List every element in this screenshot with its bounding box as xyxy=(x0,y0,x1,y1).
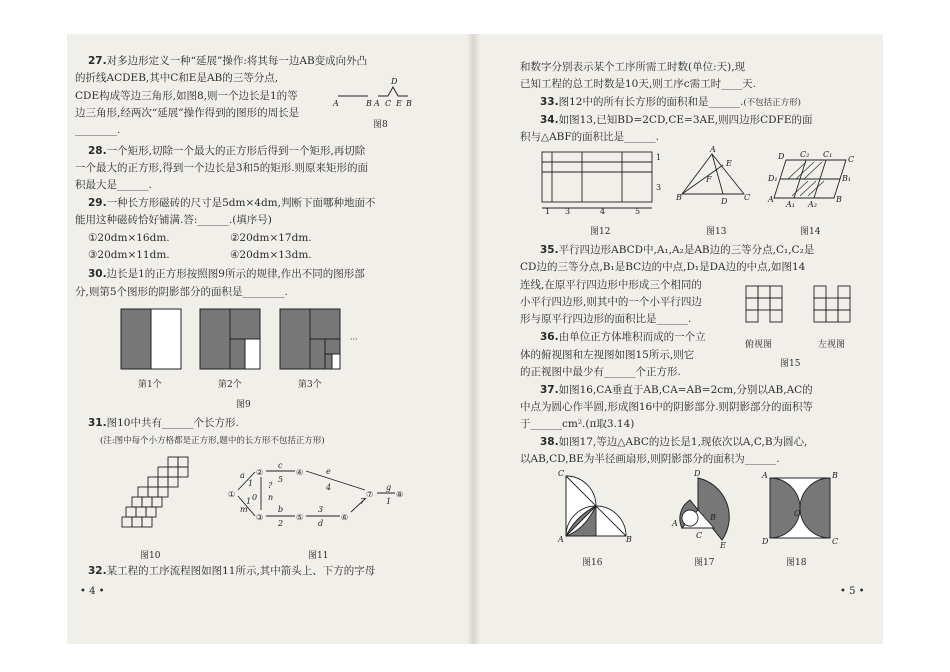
q29-option-2: ②20dm×17dm. xyxy=(230,232,312,244)
node-7: ⑦ xyxy=(366,490,374,499)
figure-15-sub1: 俯视图 xyxy=(745,340,773,350)
question-number: 28. xyxy=(88,145,107,157)
q28-line3: 积最大是______. xyxy=(75,179,152,191)
label-c: C xyxy=(385,99,392,108)
label-f: F xyxy=(706,175,712,184)
q34-line1: 如图13,已知BD=2CD,CE=3AE,则四边形CDFE的面 xyxy=(558,114,813,126)
figure-9-item-1 xyxy=(121,309,181,369)
figure-16-caption: 图16 xyxy=(582,558,603,568)
label-o: O xyxy=(794,509,801,518)
label-a: A xyxy=(768,195,774,204)
q27-line2: 的折线ACDEB,其中C和E是AB的三等分点, xyxy=(75,72,279,84)
label-c: C xyxy=(848,155,855,164)
question-30 xyxy=(88,266,388,284)
question-36 xyxy=(540,329,740,347)
figure-9-item-2 xyxy=(200,309,260,369)
label-b: B xyxy=(710,513,716,522)
q37-line1: 如图16,CA垂直于AB,CA=AB=2cm,分别以AB,AC的 xyxy=(558,384,813,396)
q33-line1: 图12中的所有长方形的面积和是______. xyxy=(558,96,744,108)
figure-9 xyxy=(120,308,360,378)
edge-label: b xyxy=(278,505,284,514)
node-4: ④ xyxy=(296,468,304,477)
edge-label: 3 xyxy=(318,505,324,514)
extended-polyline xyxy=(378,87,408,96)
edge-label: g xyxy=(386,483,392,492)
edge-label: 1 xyxy=(246,497,252,506)
label-e: E xyxy=(726,159,732,168)
figure-10-caption: 图10 xyxy=(140,551,161,561)
label-a: A xyxy=(558,535,564,544)
node-2: ② xyxy=(256,468,264,477)
node-1: ① xyxy=(228,490,236,499)
q35-line2: CD边的三等分点,B₁是BC边的中点,D₁是DA边的中点,如图14 xyxy=(520,261,806,273)
label-c: C xyxy=(558,469,565,478)
figure-10 xyxy=(120,455,190,545)
q37-line2: 中点为圆心作半圆,形成图16中的阴影部分.则阴影部分的面积等 xyxy=(520,401,814,413)
figure-12-caption: 图12 xyxy=(590,227,611,237)
node-5: ⑤ xyxy=(296,513,304,522)
edge-label: c xyxy=(278,461,283,470)
question-number: 32. xyxy=(88,565,107,577)
label-d: D xyxy=(391,77,398,86)
question-34 xyxy=(540,112,870,130)
question-31 xyxy=(88,415,388,433)
question-number: 30. xyxy=(88,268,107,280)
figure-8 xyxy=(330,74,430,114)
label-d: D xyxy=(694,469,701,478)
label-e: E xyxy=(720,541,726,550)
edge-label: 0 xyxy=(252,493,258,502)
dim-label: 1 xyxy=(656,153,662,162)
question-number: 27. xyxy=(88,55,107,67)
figure-14 xyxy=(768,150,858,210)
q36-line3: 的正视图中最少有______个正方形. xyxy=(520,366,681,378)
figure-9-item-3 xyxy=(280,309,340,369)
q30-line2: 分,则第5个图形的阴影部分的面积是________. xyxy=(75,286,288,298)
edge-label: 4 xyxy=(326,483,332,492)
question-number: 31. xyxy=(88,417,107,429)
label-b1: B₁ xyxy=(842,174,852,183)
label-a: A xyxy=(710,145,716,154)
q36-line2: 体的俯视图和左视图如图15所示,则它 xyxy=(520,349,695,361)
label-b: B xyxy=(836,195,842,204)
q36-line1: 由单位正方体堆积而成的一个立 xyxy=(558,331,706,343)
dim-label: 3 xyxy=(656,183,662,192)
dim-label: 3 xyxy=(565,207,571,216)
question-number: 33. xyxy=(540,96,559,108)
q30-line1: 边长是1的正方形按照图9所示的规律,作出不同的图形部 xyxy=(106,268,365,280)
node-6: ⑥ xyxy=(341,513,349,522)
label-b: B xyxy=(626,535,632,544)
question-37 xyxy=(540,382,870,400)
top-view xyxy=(746,286,782,322)
label-b: B xyxy=(832,471,838,480)
question-28 xyxy=(88,143,388,161)
label-a1: A₁ xyxy=(786,200,795,209)
question-number: 38. xyxy=(540,436,559,448)
q31-line1: 图10中共有______个长方形. xyxy=(106,417,239,429)
q29-option-1: ①20dm×16dm. xyxy=(88,232,170,244)
dim-label: 1 xyxy=(545,207,551,216)
edge-label: m xyxy=(240,505,248,514)
question-number: 29. xyxy=(88,197,107,209)
question-33 xyxy=(540,94,860,113)
dim-label: 4 xyxy=(600,207,606,216)
edge-label: a xyxy=(240,471,245,480)
label-d: D xyxy=(762,537,769,546)
q31-note: (注:图中每个小方格都是正方形,题中的长方形不包括正方形) xyxy=(100,436,325,446)
page-number-right: • 5 • xyxy=(840,586,865,597)
figure-18 xyxy=(762,472,842,548)
label-b: B xyxy=(676,193,682,202)
edge-label: 2 xyxy=(278,519,284,528)
q28-line2: 一个最大的正方形,得到一个边长是3和5的矩形.则原来矩形的面 xyxy=(75,162,369,174)
question-32 xyxy=(88,563,388,581)
label-a: A xyxy=(672,519,678,528)
figure-17-caption: 图17 xyxy=(694,558,715,568)
continuation-dots: ··· xyxy=(350,335,358,344)
figure-9-caption: 图9 xyxy=(236,400,251,410)
figure-11 xyxy=(226,460,416,530)
q27-line5: ________. xyxy=(75,124,121,136)
edge-label: 5 xyxy=(278,475,284,484)
dim-label: 5 xyxy=(635,207,641,216)
label-d1: D₁ xyxy=(768,174,778,183)
label-a2: A₂ xyxy=(808,200,817,209)
edge-label: n xyxy=(268,493,274,502)
label-b: B xyxy=(406,99,412,108)
figure-13-caption: 图13 xyxy=(706,227,727,237)
figure-17 xyxy=(668,470,758,550)
q35-line3: 连线,在原平行四边形中形成三个相同的 xyxy=(520,279,702,291)
figure-9-sub3: 第3个 xyxy=(298,380,322,390)
figure-11-caption: 图11 xyxy=(308,551,329,561)
label-d: D xyxy=(721,197,728,206)
q28-line1: 一个矩形,切除一个最大的正方形后得到一个矩形,再切除 xyxy=(106,145,366,157)
figure-13 xyxy=(676,145,756,206)
q37-line3: 于______cm².(π取3.14) xyxy=(520,418,635,430)
label-c: C xyxy=(744,193,751,202)
edge-label: d xyxy=(318,519,324,528)
page-gutter xyxy=(467,34,480,644)
figure-18-caption: 图18 xyxy=(786,558,807,568)
question-number: 36. xyxy=(540,331,559,343)
question-27 xyxy=(88,53,368,71)
figure-15-sub2: 左视图 xyxy=(818,340,846,350)
node-3: ③ xyxy=(256,513,264,522)
node-8: ⑧ xyxy=(396,490,404,499)
figure-12 xyxy=(538,150,668,220)
q29-option-3: ③20dm×11dm. xyxy=(88,249,170,261)
question-number: 35. xyxy=(540,244,559,256)
figure-16 xyxy=(556,470,636,550)
q35-line1: 平行四边形ABCD中,A₁,A₂是AB边的三等分点,C₁,C₂是 xyxy=(558,244,815,256)
label-c: C xyxy=(696,531,703,540)
label-c: C xyxy=(832,537,839,546)
q33-note: (不包括正方形) xyxy=(743,98,801,108)
q29-line2: 能用这种磁砖恰好铺满.答:______.(填序号) xyxy=(75,214,272,226)
q32-continued-line1: 和数字分别表示某个工序所需工时数(单位:天),现 xyxy=(520,61,746,73)
q27-line3: CDE构成等边三角形,如图8,则一个边长是1的等 xyxy=(75,90,298,102)
question-number: 37. xyxy=(540,384,559,396)
q35-line5: 形与原平行四边形的面积比是______. xyxy=(520,313,692,325)
edge-label: ? xyxy=(268,481,273,490)
q34-line2: 积与△ABF的面积比是______. xyxy=(520,131,659,143)
q38-line2: 以AB,CD,BE为半径画扇形,则阴影部分的面积为______. xyxy=(520,453,780,465)
figure-15-caption: 图15 xyxy=(780,359,801,369)
question-number: 34. xyxy=(540,114,559,126)
q32-line1: 某工程的工序流程图如图11所示,其中箭头上、下方的字母 xyxy=(106,565,376,577)
edge-label: 1 xyxy=(386,497,392,506)
left-view xyxy=(814,286,850,322)
figure-15 xyxy=(744,282,854,334)
question-38 xyxy=(540,434,870,452)
q35-line4: 小平行四边形,则其中的一个小平行四边 xyxy=(520,296,702,308)
figure-8-caption: 图8 xyxy=(373,120,388,130)
label-e: E xyxy=(396,99,402,108)
label-d: D xyxy=(778,152,785,161)
q29-line1: 一种长方形磁砖的尺寸是5dm×4dm,判断下面哪种地面不 xyxy=(106,197,376,209)
page-number-left: • 4 • xyxy=(80,586,105,597)
label-a: A xyxy=(333,99,339,108)
q32-continued-line2: 已知工程的总工时数是10天,则工序c需工时____天. xyxy=(520,78,756,90)
q29-option-4: ④20dm×13dm. xyxy=(230,249,312,261)
label-a: A xyxy=(762,471,768,480)
edge-label: 7 xyxy=(360,497,366,506)
figure-9-sub2: 第2个 xyxy=(218,380,242,390)
figure-14-caption: 图14 xyxy=(800,227,821,237)
q27-line1: 对多边形定义一种“延展”操作:将其每一边AB变成向外凸 xyxy=(106,55,368,67)
q38-line1: 如图17,等边△ABC的边长是1,现依次以A,C,B为圆心, xyxy=(558,436,808,448)
label-b: B xyxy=(366,99,372,108)
edge-label: e xyxy=(326,467,331,476)
q27-line4: 边三角形,经两次“延展”操作得到的图形的周长是 xyxy=(75,107,300,119)
label-a: A xyxy=(374,99,380,108)
label-c2: C₂ xyxy=(800,150,810,159)
question-29 xyxy=(88,195,388,213)
figure-9-sub1: 第1个 xyxy=(138,380,162,390)
label-c1: C₁ xyxy=(823,150,833,159)
edge-label: 1 xyxy=(248,479,254,488)
question-35 xyxy=(540,242,870,260)
